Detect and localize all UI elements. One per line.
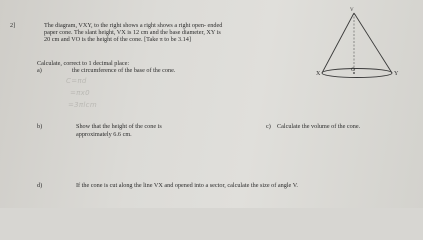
- working-line-1: C=πd: [66, 77, 87, 85]
- label-v: V: [350, 8, 354, 13]
- part-b-line-1: Show that the height of the cone is: [76, 123, 162, 130]
- part-d-text: If the cone is cut along the line VX and opened into a sector, calculate the size of angle V.: [76, 182, 298, 189]
- instruction: Calculate, correct to 1 decimal place:: [37, 60, 130, 67]
- label-o: O: [351, 67, 355, 73]
- label-x: X: [316, 71, 321, 77]
- working-line-2: =πx0: [70, 89, 90, 97]
- question-number: 2]: [10, 22, 16, 29]
- working-line-3: =3πlcm: [68, 101, 97, 109]
- intro-line-3: 20 cm and VO is the height of the cone. [Take π to be 3.14]: [44, 36, 191, 43]
- intro-line-2: paper cone. The slant height, VX is 12 cm and the base diameter, XY is: [44, 29, 221, 36]
- cone-slant-right: [354, 13, 392, 73]
- part-a-label: a): [37, 67, 42, 74]
- part-b-line-2: approximately 6.6 cm.: [76, 131, 132, 138]
- cone-slant-left: [322, 13, 354, 73]
- cone-base-ellipse: [322, 69, 392, 78]
- part-c-label: c): [266, 123, 271, 130]
- part-b-label: b): [37, 123, 43, 130]
- part-c-text: Calculate the volume of the cone.: [277, 123, 361, 130]
- part-d-label: d): [37, 182, 43, 189]
- label-y: Y: [394, 71, 399, 77]
- intro-line-1: The diagram, VXY, to the right shows a right shows a right open- ended: [44, 22, 223, 29]
- part-a-text: the circumference of the base of the cone.: [72, 67, 176, 74]
